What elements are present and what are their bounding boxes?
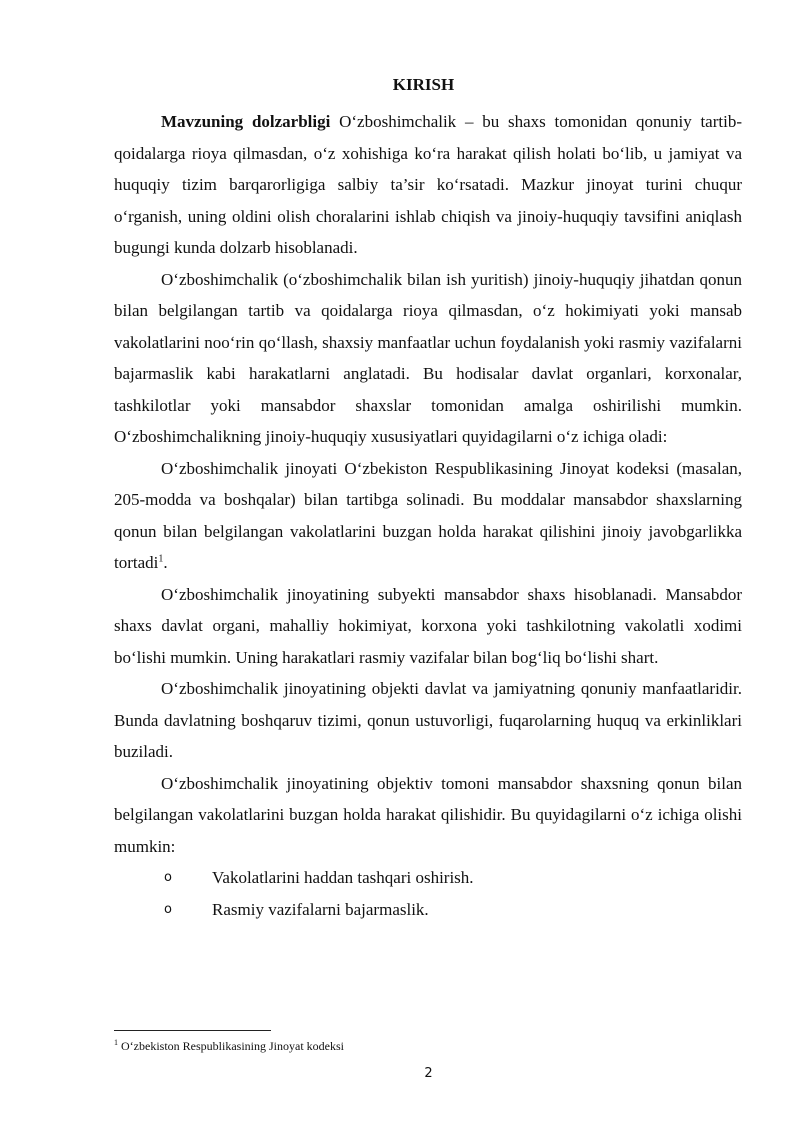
- page-number: 2: [424, 1066, 433, 1081]
- paragraph-object: O‘zboshimchalik jinoyatining objekti davlat va jamiyatning qonuniy manfaatlaridir. Bunda davlatning boshqaruv tizimi, qonun ustuvorligi, fuqarolarning huquq va erkinliklari buziladi.: [114, 679, 742, 761]
- footnote-divider: [114, 1030, 271, 1031]
- paragraph-end: .: [163, 553, 168, 572]
- paragraph-relevance: [114, 106, 742, 264]
- paragraph-definition: O‘zboshimchalik (o‘zboshimchalik bilan ish yuritish) jinoiy-huquqiy jihatdan qonun bilan belgilangan tartib va qoidalarga rioya qilmasdan, o‘z hokimiyati yoki mansab vakolatlarini noo‘rin qo‘llash, shaxsiy manfaatlar uchun foydalanish yoki rasmiy vazifalarni bajarmaslik kabi harakatlarni anglatadi. Bu hodisalar davlat organlari, korxonalar, tashkilotlar yoki mansabdor shaxslar tomonidan amalga oshirilishi mumkin. O‘zboshimchalikning jinoiy-huquqiy xususiyatlari quyidagilarni o‘z ichiga oladi:: [114, 269, 742, 446]
- paragraph-text: O‘zboshimchalik jinoyati O‘zbekiston Respublikasining Jinoyat kodeksi (masalan, 205-modda va boshqalar) bilan tartibga solinadi. Bu moddalar mansabdor shaxslarning qonun bilan belgilangan vakolatlarini buzgan holda harakat qilishini jinoiy javobgarlikka tortadi: [114, 458, 742, 572]
- footnote-reference[interactable]: 1: [158, 553, 164, 565]
- list-item: [114, 894, 742, 926]
- list-item: [114, 862, 742, 894]
- footnote-text: O‘zbekiston Respublikasining Jinoyat kodeksi: [118, 1039, 344, 1053]
- bullet-marker: o: [164, 870, 172, 885]
- paragraph-objective-side: O‘zboshimchalik jinoyatining objektiv tomoni mansabdor shaxsning qonun bilan belgilangan vakolatlarini buzgan holda harakat qilishidir. Bu quyidagilarni o‘z ichiga olishi mumkin:: [114, 773, 742, 856]
- bullet-list: [114, 862, 742, 925]
- document-body: [114, 106, 742, 925]
- footnote-mark: 1: [114, 1038, 118, 1047]
- paragraph-subject: O‘zboshimchalik jinoyatining subyekti mansabdor shaxs hisoblanadi. Mansabdor shaxs davlat organi, mahalliy hokimiyat, korxona yoki tashkilotning vakolatli xodimi bo‘lishi mumkin. Uning harakatlari rasmiy vazifalar bilan bog‘liq bo‘lishi shart.: [114, 584, 742, 667]
- section-heading: KIRISH: [392, 75, 455, 94]
- paragraph-lead: Mavzuning dolzarbligi: [161, 112, 331, 131]
- paragraph-text: O‘zboshimchalik – bu shaxs tomonidan qonuniy tartib-qoidalarga rioya qilmasdan, o‘z xohishiga ko‘ra harakat qilish holati bo‘lib, u jamiyat va huquqiy tizim barqarorligiga salbiy ta’sir ko‘rsatadi. Mazkur jinoyat turini chuqur o‘rganish, uning oldini olish choralarini ishlab chiqish va jinoiy-huquqiy tavsifini aniqlash bugungi kunda dolzarb hisoblanadi.: [114, 112, 742, 257]
- footnote: [114, 1039, 344, 1054]
- bullet-marker: o: [164, 901, 172, 917]
- list-item-text: Rasmiy vazifalarni bajarmaslik.: [212, 899, 429, 919]
- list-item-text: Vakolatlarini haddan tashqari oshirish.: [212, 868, 474, 887]
- paragraph-criminal-code: [114, 453, 742, 579]
